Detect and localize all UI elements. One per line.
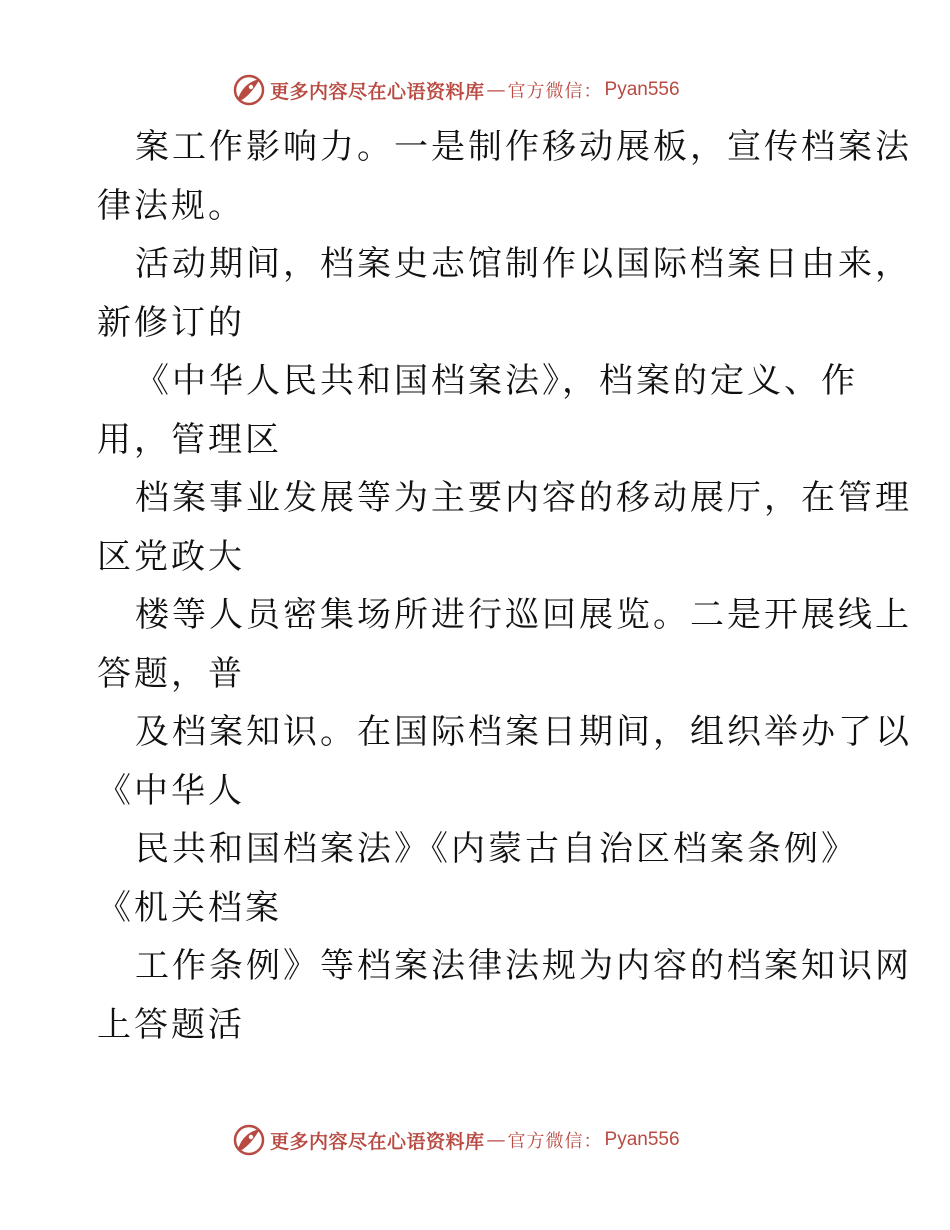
text-line: 《中华人 xyxy=(97,770,245,811)
watermark-text: 更多内容尽在心语资料库 xyxy=(270,80,485,103)
watermark-dash: — xyxy=(486,79,506,101)
watermark-label: 官方微信： xyxy=(507,1131,603,1152)
text-line: 楼等人员密集场所进行巡回展览。二是开展线上 xyxy=(135,595,912,635)
text-line: 答题，普 xyxy=(97,653,245,694)
text-line: 新修订的 xyxy=(97,302,245,343)
watermark-id: Pyan556 xyxy=(604,79,680,100)
pen-nib-logo-icon xyxy=(232,1123,266,1157)
header-watermark xyxy=(232,70,680,110)
text-line: 律法规。 xyxy=(97,185,245,226)
text-line: 档案事业发展等为主要内容的移动展厅，在管理 xyxy=(135,478,912,518)
footer-watermark xyxy=(232,1120,680,1160)
watermark-id: Pyan556 xyxy=(604,1129,680,1150)
text-line: 及档案知识。在国际档案日期间，组织举办了以 xyxy=(135,712,912,752)
watermark-dash: — xyxy=(486,1129,506,1151)
document-body xyxy=(97,118,912,1054)
text-line: 工作条例》等档案法律法规为内容的档案知识网 xyxy=(135,946,912,986)
text-line: 用，管理区 xyxy=(97,419,282,460)
text-line: 《中华人民共和国档案法》，档案的定义、作 xyxy=(135,361,858,401)
watermark-label: 官方微信： xyxy=(507,81,603,102)
text-line: 活动期间，档案史志馆制作以国际档案日由来， xyxy=(135,244,912,284)
text-line: 上答题活 xyxy=(97,1004,245,1045)
watermark-text: 更多内容尽在心语资料库 xyxy=(270,1130,485,1153)
text-line: 《机关档案 xyxy=(97,887,282,928)
text-line: 区党政大 xyxy=(97,536,245,577)
text-line: 案工作影响力。一是制作移动展板，宣传档案法 xyxy=(135,127,912,167)
text-line: 民共和国档案法》《内蒙古自治区档案条例》 xyxy=(135,829,858,869)
pen-nib-logo-icon xyxy=(232,73,266,107)
